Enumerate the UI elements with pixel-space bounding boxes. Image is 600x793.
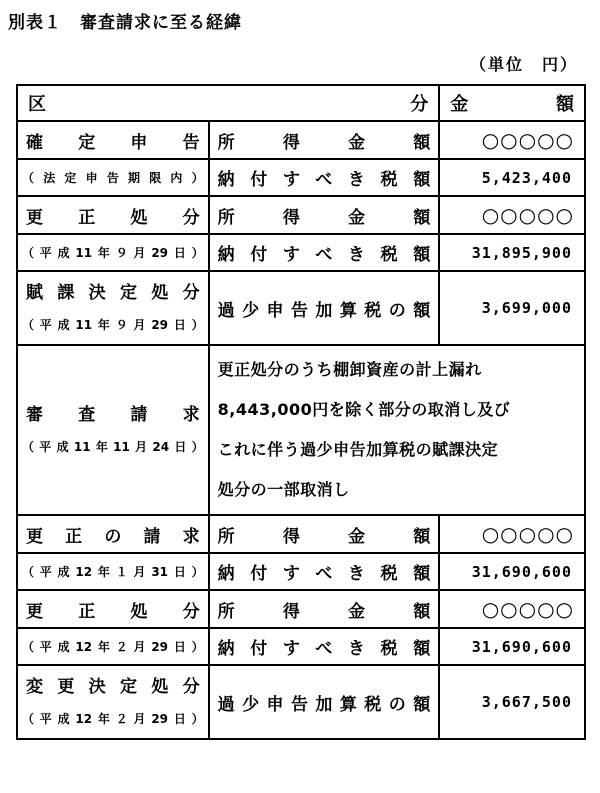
item-label-cell: 過少申告加算税の額 <box>209 271 440 345</box>
category-cell: 確定申告 <box>17 121 209 159</box>
category-cell: 更正処分 <box>17 196 209 234</box>
category-cell: 変更決定処分 （平成12年２月29日） <box>17 665 209 739</box>
item-label-cell: 納付すべき税額 <box>209 553 440 590</box>
item-label-cell: 過少申告加算税の額 <box>209 665 440 739</box>
category-cell: 審査請求 （平成11年11月24日） <box>17 345 209 515</box>
table-row <box>17 271 585 345</box>
header-amount: 金 額 <box>450 94 574 115</box>
item-label-cell: 納付すべき税額 <box>209 159 440 196</box>
item-label-cell: 納付すべき税額 <box>209 234 440 271</box>
item-label-cell: 所得金額 <box>209 196 440 234</box>
table-row <box>17 159 585 196</box>
request-text-line: 処分の一部取消し <box>217 480 350 499</box>
item-label-cell: 所得金額 <box>209 121 440 159</box>
history-table <box>16 84 586 740</box>
request-text-line: これに伴う過少申告加算税の賦課決定 <box>217 440 499 459</box>
category-cell: 更正の請求 <box>17 515 209 553</box>
item-label-cell: 所得金額 <box>209 590 440 628</box>
document-title: 別表１ 審査請求に至る経緯 <box>8 13 242 33</box>
table-row <box>17 345 585 515</box>
amount-cell: 31,895,900 <box>439 234 585 271</box>
date-cell: （平成11年９月29日） <box>17 234 209 271</box>
amount-cell: 3,699,000 <box>439 271 585 345</box>
header-bun: 分 <box>410 94 429 115</box>
table-row <box>17 665 585 739</box>
table-header-row <box>17 85 585 121</box>
amount-cell: ○○○○○ <box>439 196 585 234</box>
category-cell: 賦課決定処分 （平成11年９月29日） <box>17 271 209 345</box>
amount-cell: ○○○○○ <box>439 121 585 159</box>
amount-cell: 31,690,600 <box>439 628 585 665</box>
amount-cell: 3,667,500 <box>439 665 585 739</box>
date-cell: （法定申告期限内） <box>17 159 209 196</box>
table-row <box>17 515 585 553</box>
date-cell: （平成12年１月31日） <box>17 553 209 590</box>
amount-cell: ○○○○○ <box>439 515 585 553</box>
unit-label: （単位 円） <box>469 55 578 74</box>
item-label-cell: 納付すべき税額 <box>209 628 440 665</box>
amount-cell: ○○○○○ <box>439 590 585 628</box>
table-row <box>17 553 585 590</box>
request-text-line: 更正処分のうち棚卸資産の計上漏れ <box>217 360 482 379</box>
date-cell: （平成12年２月29日） <box>17 628 209 665</box>
header-category: 区 <box>28 94 46 115</box>
header-amount-cell <box>439 85 585 121</box>
request-text-line: 8,443,000円を除く部分の取消し及び <box>217 400 511 419</box>
table-row <box>17 234 585 271</box>
amount-cell: 5,423,400 <box>439 159 585 196</box>
table-row <box>17 121 585 159</box>
table-row <box>17 196 585 234</box>
item-label-cell: 所得金額 <box>209 515 440 553</box>
table-row <box>17 590 585 628</box>
amount-cell: 31,690,600 <box>439 553 585 590</box>
category-cell: 更正処分 <box>17 590 209 628</box>
header-category-cell <box>17 85 439 121</box>
table-row <box>17 628 585 665</box>
request-text-cell <box>209 345 585 515</box>
